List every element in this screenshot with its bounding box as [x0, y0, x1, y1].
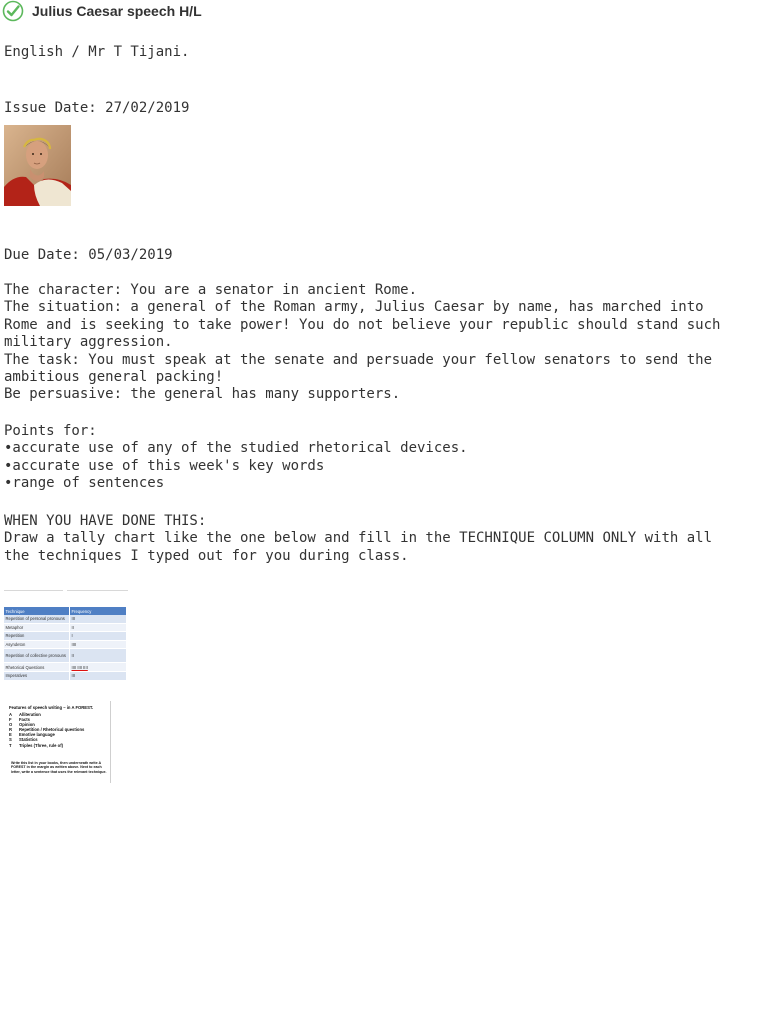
forest-letter: O	[9, 722, 13, 728]
description-line: •accurate use of any of the studied rhetorical devices.	[4, 440, 468, 457]
assignment-title: Julius Caesar speech H/L	[32, 3, 202, 19]
description-line: Draw a tally chart like the one below and fill in the TECHNIQUE COLUMN ONLY with all	[4, 530, 713, 547]
frequency-cell: I	[70, 632, 127, 641]
forest-feature: Alliteration	[19, 712, 41, 717]
forest-list	[9, 712, 84, 748]
description-line: Points for:	[4, 423, 97, 439]
table-header-technique: Technique	[4, 607, 70, 615]
frequency-cell: IIII	[70, 640, 127, 649]
table-row	[4, 632, 127, 641]
forest-instructions: Write this list in your books, then underneath write A FOREST in the margin as written above. Next to each letter, write a sentence that uses the relevant technique.	[11, 761, 107, 774]
forest-title: Features of speech writing – in A FOREST.	[9, 705, 94, 710]
table-row	[4, 640, 127, 649]
technique-cell: Imperatives	[4, 671, 70, 680]
technique-cell: Asyndeton	[4, 640, 70, 649]
forest-features-image[interactable]	[6, 701, 111, 783]
caesar-portrait-image[interactable]	[4, 125, 71, 206]
technique-cell: Metaphor	[4, 623, 70, 632]
forest-letter: E	[9, 732, 12, 738]
subject-teacher: English / Mr T Tijani.	[4, 44, 190, 60]
divider	[4, 590, 128, 592]
description-line: WHEN YOU HAVE DONE THIS:	[4, 513, 207, 529]
frequency-cell: III	[70, 615, 127, 623]
technique-cell: Repetition of personal pronouns	[4, 615, 70, 623]
due-date: Due Date: 05/03/2019	[4, 247, 173, 263]
table-row	[4, 649, 127, 663]
forest-feature: Emotive language	[19, 732, 55, 738]
forest-feature: Triples (Three, rule of)	[19, 742, 63, 748]
forest-letter: F	[9, 717, 12, 723]
table-header-frequency: Frequency	[70, 607, 127, 615]
technique-cell: Repetition of collective pronouns	[4, 649, 70, 663]
table-row	[4, 663, 127, 672]
description-line: •range of sentences	[4, 475, 165, 492]
forest-letter: R	[9, 727, 13, 733]
description-line: The task: You must speak at the senate and persuade your fellow senators to send the	[4, 351, 713, 368]
description-line: Be persuasive: the general has many supporters.	[4, 386, 401, 403]
table-row	[4, 671, 127, 680]
frequency-cell: III	[70, 671, 127, 680]
forest-letter: A	[9, 712, 13, 717]
frequency-cell: IIII IIII IIII	[70, 663, 127, 672]
frequency-cell: II	[70, 649, 127, 663]
table-row	[4, 615, 127, 623]
description-line: Rome and is seeking to take power! You do not believe your republic should stand such	[4, 316, 721, 333]
frequency-cell: II	[70, 623, 127, 632]
description-line: •accurate use of this week's key words	[4, 457, 325, 474]
description-line: The situation: a general of the Roman army, Julius Caesar by name, has marched into	[4, 299, 704, 316]
forest-letter: T	[9, 742, 12, 748]
forest-feature: Facts	[19, 717, 30, 723]
check-circle-icon	[2, 0, 24, 22]
forest-letter: S	[9, 737, 12, 743]
description-line: ambitious general packing!	[4, 369, 224, 385]
assignment-header	[2, 0, 202, 22]
forest-feature: Opinion	[19, 722, 35, 728]
list-item	[9, 743, 84, 748]
technique-cell: Rhetorical Questions	[4, 663, 70, 672]
table-row	[4, 623, 127, 632]
tally-chart-image[interactable]	[4, 607, 127, 681]
issue-date: Issue Date: 27/02/2019	[4, 100, 190, 116]
description-line: The character: You are a senator in ancient Rome.	[4, 282, 418, 298]
forest-feature: Repetition / Rhetorical questions	[19, 727, 85, 733]
technique-cell: Repetition	[4, 632, 70, 641]
forest-feature: Statistics	[19, 737, 38, 743]
description-line: military aggression.	[4, 334, 173, 351]
description-line: the techniques I typed out for you during class.	[4, 547, 409, 564]
